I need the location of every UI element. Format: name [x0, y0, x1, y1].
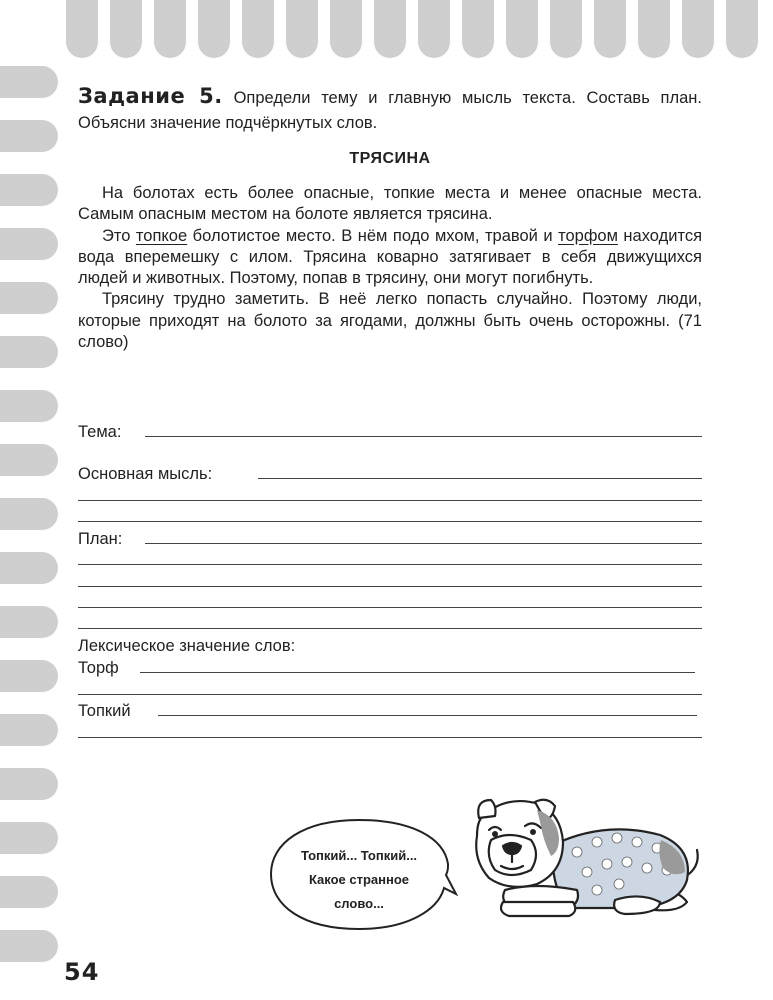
torf-answer-line[interactable] — [140, 672, 695, 673]
underlined-word-torfom: торфом — [558, 226, 618, 245]
binder-tabs-top — [0, 0, 773, 60]
speech-bubble — [268, 818, 450, 930]
torf-answer-line[interactable] — [78, 694, 702, 695]
word-torf-label: Торф — [78, 659, 119, 677]
bulldog-illustration — [465, 790, 710, 925]
binder-tabs-left — [0, 0, 60, 1000]
theme-label: Тема: — [78, 423, 122, 441]
paragraph-3: Трясину трудно заметить. В неё легко попасть случайно. Поэтому люди, которые приходят на болото за ягодами, должны быть очень осторожны. (71 слово) — [78, 290, 702, 352]
word-topkiy-label: Топкий — [78, 702, 131, 720]
paragraph-2: Это топкое болотистое место. В нём подо мхом, травой и торфом находится вода вперемешку с илом. Трясина коварно затягивает в себя движущихся людей и животных. Поэтому, попав в трясину, они могут погибнуть. — [78, 226, 702, 288]
paragraph-1: На болотах есть более опасные, топкие места и менее опасные места. Самым опасным местом на болоте является трясина. — [78, 184, 702, 224]
reading-text — [78, 183, 702, 353]
main-idea-label: Основная мысль: — [78, 465, 213, 483]
task-label: Задание 5. — [78, 84, 223, 108]
task-instruction-text: Определи тему и главную мысль текста. Составь план. Объясни значение подчёркнутых слов. — [78, 89, 702, 132]
plan-answer-line[interactable] — [78, 628, 702, 629]
lexical-meaning-label: Лексическое значение слов: — [78, 637, 296, 655]
task-instruction — [78, 84, 702, 136]
main-idea-answer-line[interactable] — [78, 521, 702, 522]
plan-answer-line[interactable] — [78, 607, 702, 608]
topkiy-answer-line[interactable] — [78, 737, 702, 738]
bubble-text: Топкий... Топкий... Какое странное слово... — [300, 848, 418, 911]
main-idea-answer-line[interactable] — [258, 478, 702, 479]
underlined-word-topkoe: топкое — [135, 226, 188, 245]
main-idea-answer-line[interactable] — [78, 500, 702, 501]
plan-answer-line[interactable] — [145, 543, 702, 544]
plan-answer-line[interactable] — [78, 564, 702, 565]
theme-answer-line[interactable] — [145, 436, 702, 437]
plan-answer-line[interactable] — [78, 586, 702, 587]
plan-label: План: — [78, 530, 123, 548]
topkiy-answer-line[interactable] — [158, 715, 697, 716]
text-title: ТРЯСИНА — [349, 150, 431, 167]
page-number: 54 — [64, 958, 100, 986]
